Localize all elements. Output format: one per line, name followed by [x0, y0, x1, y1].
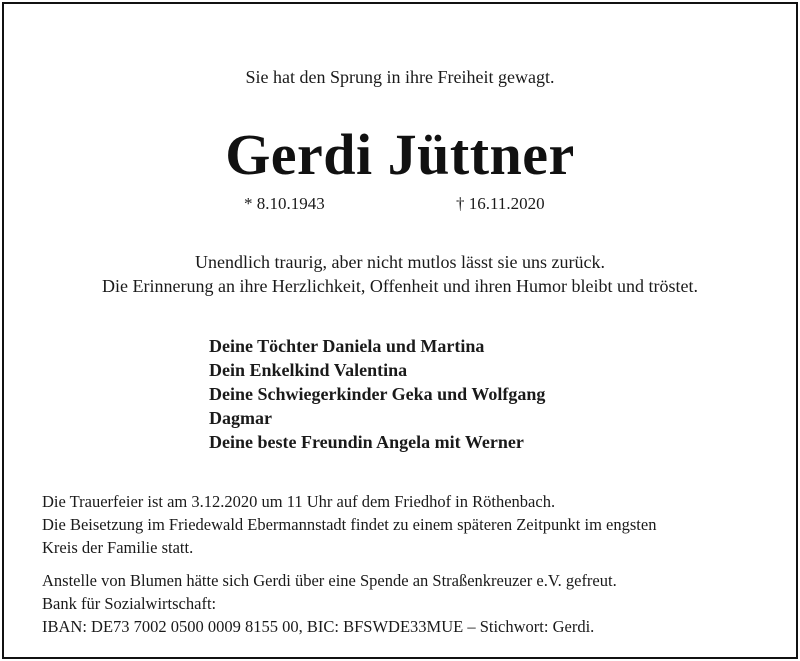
ceremony-info: [42, 490, 766, 559]
quote-line: Die Erinnerung an ihre Herzlichkeit, Offenheit und ihren Humor bleibt und tröstet.: [102, 276, 698, 296]
donation-line: Anstelle von Blumen hätte sich Gerdi über eine Spende an Straßenkreuzer e.V. gefreut.: [42, 571, 617, 590]
donation-line: Bank für Sozialwirtschaft:: [42, 594, 217, 613]
mourners-list: [209, 334, 545, 454]
birth-date: * 8.10.1943: [244, 194, 325, 213]
mourner: Dagmar: [209, 408, 272, 428]
mourner: Deine beste Freundin Angela mit Werner: [209, 432, 524, 452]
mourner: Dein Enkelkind Valentina: [209, 360, 408, 380]
ceremony-line: Die Beisetzung im Friedewald Ebermannstadt findet zu einem späteren Zeitpunkt im engsten: [42, 515, 657, 534]
quote: [4, 250, 796, 298]
ceremony-line: Die Trauerfeier ist am 3.12.2020 um 11 Uhr auf dem Friedhof in Röthenbach.: [42, 492, 556, 511]
donation-line: IBAN: DE73 7002 0500 0009 8155 00, BIC: BFSWDE33MUE – Stichwort: Gerdi.: [42, 617, 595, 636]
obituary-notice: [2, 2, 798, 659]
mourner: Deine Schwiegerkinder Geka und Wolfgang: [209, 384, 546, 404]
quote-line: Unendlich traurig, aber nicht mutlos lässt sie uns zurück.: [195, 252, 605, 272]
motto: Sie hat den Sprung in ihre Freiheit gewagt.: [245, 67, 555, 87]
ceremony-line: Kreis der Familie statt.: [42, 538, 194, 557]
deceased-name: Gerdi Jüttner: [225, 122, 575, 187]
mourner: Deine Töchter Daniela und Martina: [209, 336, 485, 356]
donation-info: [42, 569, 766, 638]
death-date: † 16.11.2020: [456, 194, 545, 213]
